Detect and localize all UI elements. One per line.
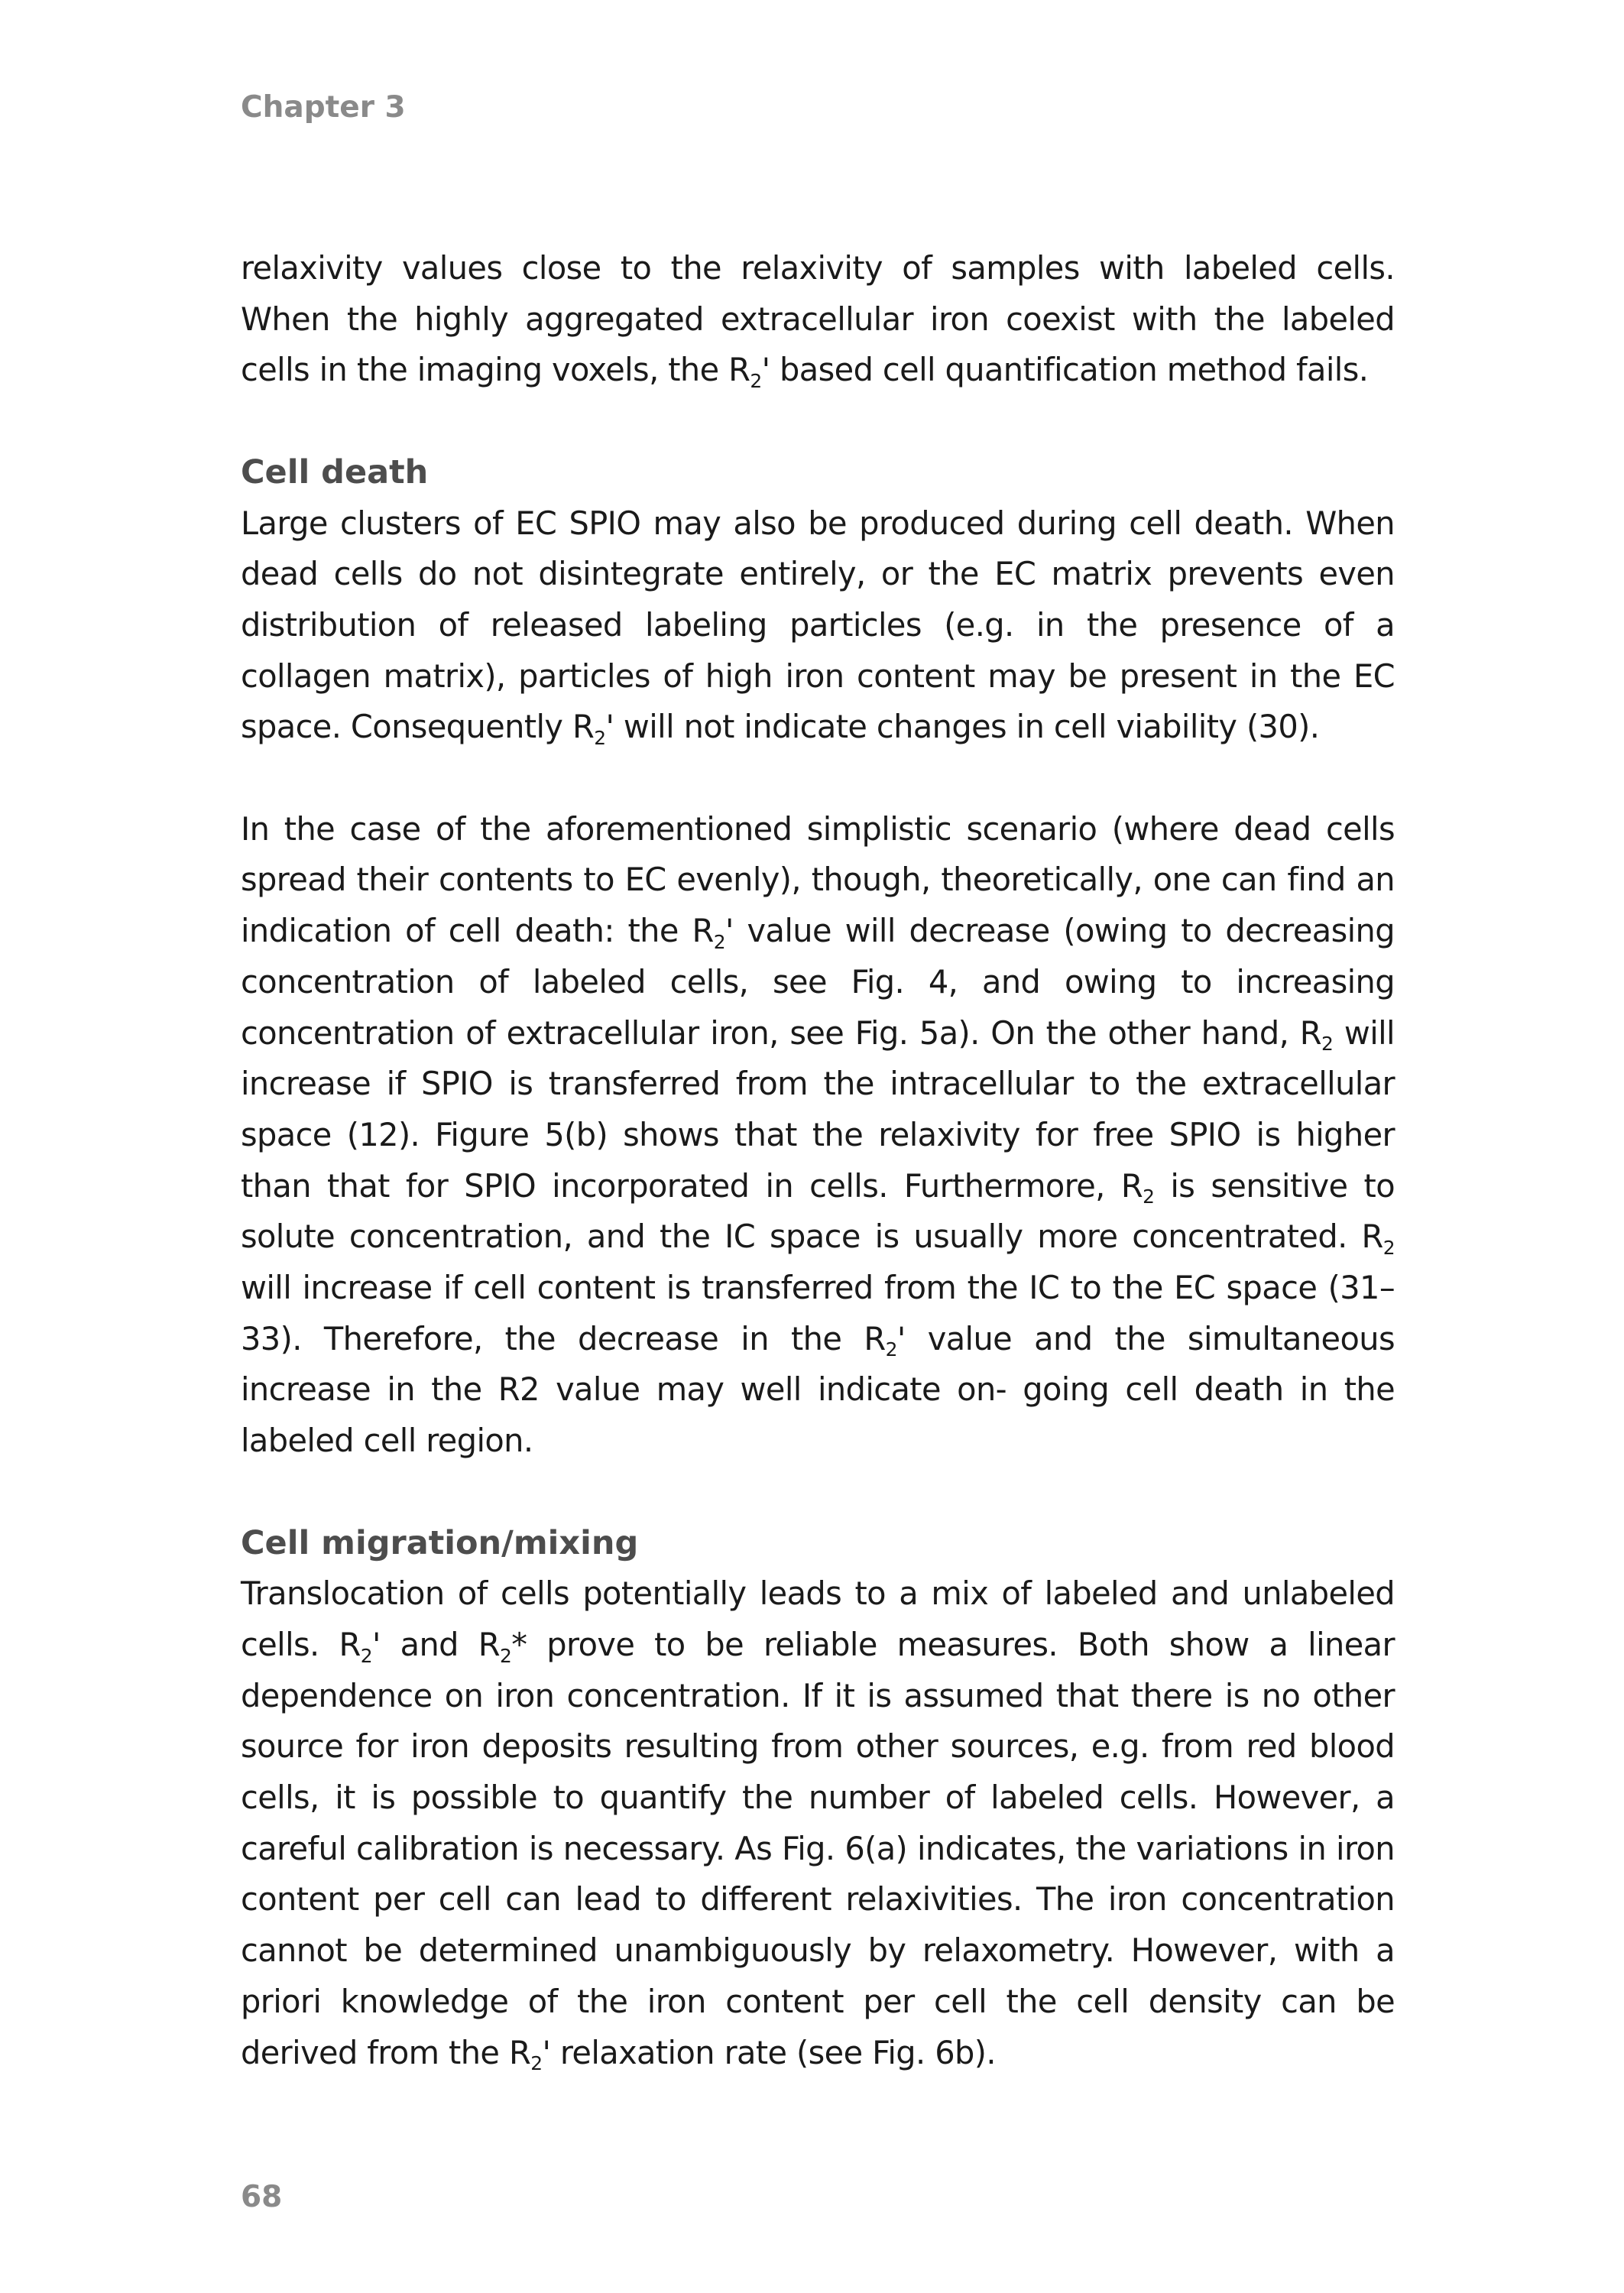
text-run: ' value and the simultaneous increase in the R2 value may well indicate on- going cell death in the labeled cell region. [241,1319,1395,1460]
subscript: 2 [1321,1033,1334,1056]
paragraph-gap [241,396,1395,447]
text-run: * prove to be reliable measures. Both show a linear dependence on iron concentration. If it is assumed that there is no other source for iron deposits resulting from other sources, e.g. from red blood cells, it is possible to quantify the number of labeled cells. However, a careful calibration is necessary. As Fig. 6(a) indicates, the variations in iron content per cell can lead to different relaxivities. The iron concentration cannot be determined unambiguously by relaxometry. However, with a priori knowledge of the iron content per cell the cell density can be derived from the R [241,1625,1395,2071]
section-heading-cell-migration: Cell migration/mixing [241,1523,639,1562]
text-run: ' based cell quantification method fails. [761,351,1369,389]
page-number: 68 [241,2180,283,2214]
text-run: ' will not indicate changes in cell viability (30). [605,708,1320,746]
subscript: 2 [360,1644,372,1667]
subscript: 2 [594,727,606,750]
text-run: relaxivity values close to the relaxivity of samples with labeled cells. When the highly aggregated extracellular iron coexist with the labeled cells in the imaging voxels, the R [241,249,1395,389]
text-run: ' value will decrease (owing to decreasing concentration of labeled cells, see Fig. 4, and owing to increasing concentration of extracellular iron, see Fig. 5a). On the other hand, R [241,912,1395,1052]
subscript: 2 [1383,1237,1395,1260]
subscript: 2 [885,1338,897,1361]
running-head: Chapter 3 [241,90,406,125]
paragraph-cell-death-1 [241,498,1395,754]
text-run: is sensitive to solute concentration, and the IC space is usually more concentrated. R [241,1166,1395,1256]
text-run: ' and R [371,1625,501,1663]
text-run: Translocation of cells potentially leads to a mix of labeled and unlabeled cells. R [241,1575,1395,1663]
subscript: 2 [500,1644,512,1667]
text-run: In the case of the aforementioned simplistic scenario (where dead cells spread their contents to EC evenly), though, theoretically, one can find an indication of cell death: the R [241,809,1395,950]
paragraph-cell-death-2 [241,804,1395,1467]
body-text [241,243,1395,2078]
paragraph-cell-migration [241,1568,1395,2078]
subscript: 2 [713,930,725,953]
paragraph-gap [241,753,1395,804]
paragraph-gap [241,1467,1395,1518]
text-run: will increase if SPIO is transferred from the intracellular to the extracellular space (12). Figure 5(b) shows that the relaxivity for free SPIO is higher than that for SPIO incorporated in cells. Furthermore, R [241,1014,1395,1205]
subscript: 2 [530,2052,543,2075]
text-run: Large clusters of EC SPIO may also be produced during cell death. When dead cells do not disintegrate entirely, or the EC matrix prevents even distribution of released labeling particles (e.g. in the presence of a collagen matrix), particles of high iron content may be present in the EC space. Consequently R [241,504,1395,746]
text-run: ' relaxation rate (see Fig. 6b). [542,2033,996,2071]
text-run: will increase if cell content is transferred from the IC to the EC space (31–33). Therefore, the decrease in the R [241,1269,1395,1357]
section-heading-cell-death: Cell death [241,452,429,491]
subscript: 2 [1143,1185,1155,1208]
subscript: 2 [750,370,762,393]
paragraph-intro [241,243,1395,396]
